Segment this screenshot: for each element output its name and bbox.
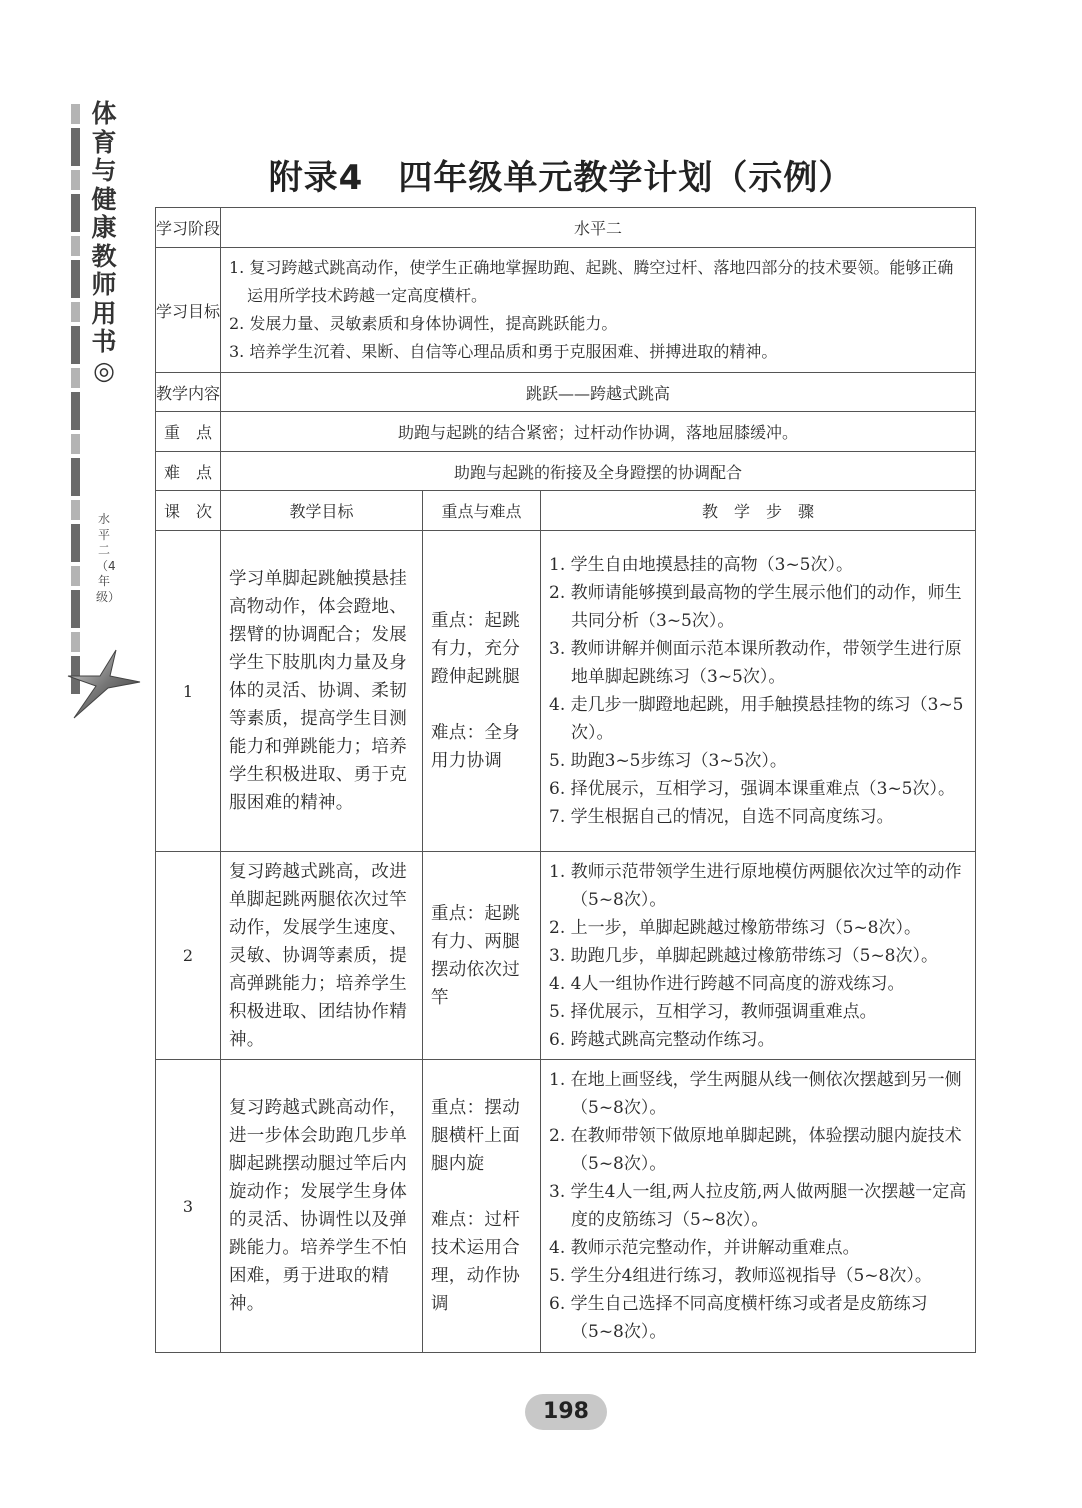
page-title: 附录4 四年级单元教学计划（示例） <box>268 158 854 198</box>
book-title: 体育与健康教师用书◎ <box>91 99 117 385</box>
unit-plan-table <box>155 207 976 1353</box>
step: 3. 助跑几步，单脚起跳越过橡筋带练习（5~8次）。 <box>549 945 938 966</box>
header-key-difficulty: 重点与难点 <box>423 491 541 531</box>
lesson-steps <box>541 531 976 852</box>
lesson-number: 1 <box>156 531 221 852</box>
lesson-key: 重点：摆动腿横杆上面腿内旋 <box>431 1098 520 1174</box>
goals-label: 学习目标 <box>156 248 221 373</box>
header-lesson: 课 次 <box>156 491 221 531</box>
step: 2. 教师请能够摸到最高物的学生展示他们的动作，师生共同分析（3~5次）。 <box>549 583 962 631</box>
lesson-row <box>156 852 976 1060</box>
step: 5. 学生分4组进行练习，教师巡视指导（5~8次）。 <box>549 1266 932 1286</box>
step: 6. 学生自己选择不同高度横杆练习或者是皮筋练习（5~8次）。 <box>549 1294 928 1342</box>
step: 6. 择优展示，互相学习，强调本课重难点（3~5次）。 <box>549 779 955 799</box>
step: 1. 学生自由地摸悬挂的高物（3~5次）。 <box>549 555 853 575</box>
goal-item: 1. 复习跨越式跳高动作，使学生正确地掌握助跑、起跳、腾空过杆、落地四部分的技术要领。能够正确运用所学技术跨越一定高度横杆。 <box>229 258 954 305</box>
step: 4. 4人一组协作进行跨越不同高度的游戏练习。 <box>549 973 905 994</box>
content-label: 教学内容 <box>156 373 221 412</box>
step: 1. 在地上画竖线，学生两腿从线一侧依次摆越到另一侧（5~8次）。 <box>549 1070 962 1118</box>
goal-item: 2. 发展力量、灵敏素质和身体协调性，提高跳跃能力。 <box>229 314 618 333</box>
level-label: 水平二（4年级） <box>96 512 121 604</box>
lesson-number: 2 <box>156 852 221 1060</box>
difficulty-label: 难 点 <box>156 452 221 491</box>
lesson-objective: 学习单脚起跳触摸悬挂高物动作，体会蹬地、摆臂的协调配合；发展学生下肢肌肉力量及身体的灵活、协调、柔韧等素质，提高学生目测能力和弹跳能力；培养学生积极进取、勇于克服困难的精神。 <box>221 531 423 852</box>
content-value: 跳跃——跨越式跳高 <box>221 373 976 412</box>
step: 2. 在教师带领下做原地单脚起跳，体验摆动腿内旋技术（5~8次）。 <box>549 1126 962 1174</box>
lesson-difficulty: 难点：过杆技术运用合理，动作协调 <box>431 1210 520 1314</box>
difficulty-value: 助跑与起跳的衔接及全身蹬摆的协调配合 <box>221 452 976 491</box>
key-value: 助跑与起跳的结合紧密；过杆动作协调，落地屈膝缓冲。 <box>221 412 976 452</box>
lesson-difficulty: 难点：全身用力协调 <box>431 723 520 771</box>
goals-cell <box>221 248 976 373</box>
goal-item: 3. 培养学生沉着、果断、自信等心理品质和勇于克服困难、拼搏进取的精神。 <box>229 342 778 361</box>
lesson-key: 重点：起跳有力、两腿摆动依次过竿 <box>431 903 520 1008</box>
step: 4. 走几步一脚蹬地起跳，用手触摸悬挂物的练习（3~5次）。 <box>549 695 964 743</box>
header-objective: 教学目标 <box>221 491 423 531</box>
stage-label: 学习阶段 <box>156 208 221 248</box>
lesson-steps <box>541 852 976 1060</box>
step: 1. 教师示范带领学生进行原地模仿两腿依次过竿的动作（5~8次）。 <box>549 861 962 910</box>
step: 3. 教师讲解并侧面示范本课所教动作，带领学生进行原地单脚起跳练习（3~5次）。 <box>549 639 962 687</box>
lesson-key: 重点：起跳有力，充分蹬伸起跳腿 <box>431 611 520 687</box>
lesson-steps <box>541 1060 976 1353</box>
star-icon <box>66 648 142 720</box>
lesson-row <box>156 531 976 852</box>
key-label: 重 点 <box>156 412 221 452</box>
step: 4. 教师示范完整动作，并讲解动重难点。 <box>549 1238 860 1258</box>
lesson-row <box>156 1060 976 1353</box>
page-number: 198 <box>525 1394 607 1430</box>
header-steps: 教 学 步 骤 <box>541 491 976 531</box>
lesson-objective: 复习跨越式跳高，改进单脚起跳两腿依次过竿动作，发展学生速度、灵敏、协调等素质，提高弹跳能力；培养学生积极进取、团结协作精神。 <box>221 852 423 1060</box>
stage-value: 水平二 <box>221 208 976 248</box>
lesson-number: 3 <box>156 1060 221 1353</box>
step: 3. 学生4人一组,两人拉皮筋,两人做两腿一次摆越一定高度的皮筋练习（5~8次）。 <box>549 1182 967 1230</box>
step: 7. 学生根据自己的情况，自选不同高度练习。 <box>549 807 894 827</box>
step: 5. 助跑3~5步练习（3~5次）。 <box>549 751 787 771</box>
step: 6. 跨越式跳高完整动作练习。 <box>549 1029 775 1050</box>
step: 5. 择优展示，互相学习，教师强调重难点。 <box>549 1001 877 1022</box>
step: 2. 上一步，单脚起跳越过橡筋带练习（5~8次）。 <box>549 917 921 938</box>
lesson-objective: 复习跨越式跳高动作，进一步体会助跑几步单脚起跳摆动腿过竿后内旋动作；发展学生身体的灵活、协调性以及弹跳能力。培养学生不怕困难，勇于进取的精神。 <box>221 1060 423 1353</box>
